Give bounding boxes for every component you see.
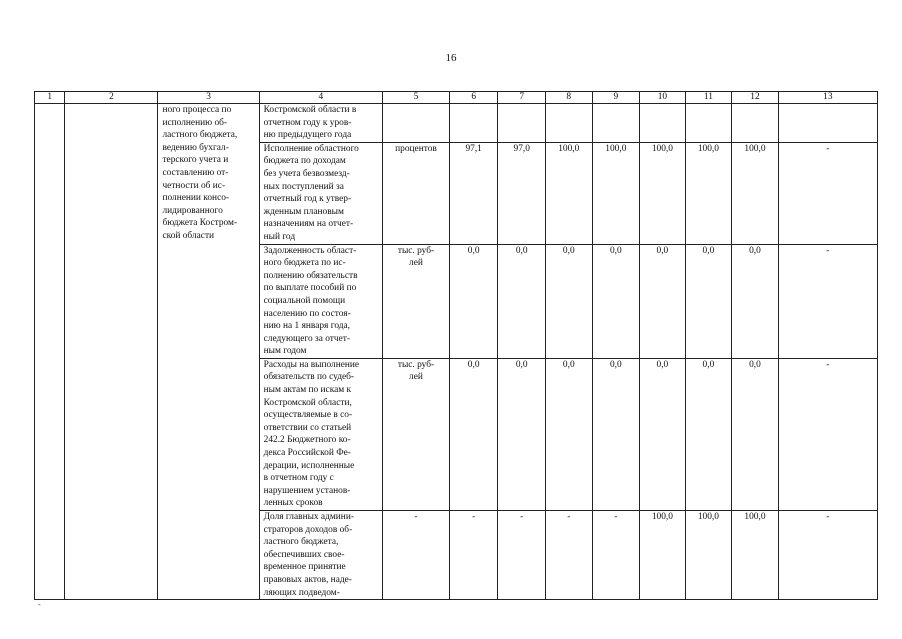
value-cell [732,104,779,143]
value-cell: 0,0 [640,358,686,510]
unit-cell [383,104,450,143]
value-cell: 0,0 [498,244,546,358]
column-header-8: 8 [546,92,593,104]
column-header-2: 2 [65,92,158,104]
value-cell: - [592,511,640,600]
table-body [35,104,878,600]
indicator-cell: Исполнение областного бюджета по доходам без учета безвозмезд- ных поступлений за отчетный год к утвер- жденным плановым назначениям на отчет- ный год [259,142,382,244]
value-cell: 0,0 [685,244,732,358]
column-header-9: 9 [592,92,640,104]
unit-cell: тыс. руб- лей [383,358,450,510]
value-cell: 97,1 [449,142,498,244]
value-cell: 100,0 [592,142,640,244]
value-cell [449,104,498,143]
value-cell: 0,0 [592,358,640,510]
column-header-6: 6 [449,92,498,104]
value-cell: 97,0 [498,142,546,244]
column-header-5: 5 [383,92,450,104]
value-cell [640,104,686,143]
value-cell: - [498,511,546,600]
value-cell: 0,0 [592,244,640,358]
value-cell: 0,0 [546,244,593,358]
header-row [35,92,878,104]
value-cell: 0,0 [640,244,686,358]
note-cell [778,104,877,143]
col1-cell [35,104,65,600]
value-cell: 100,0 [732,511,779,600]
page-number: 16 [445,52,457,64]
column-header-10: 10 [640,92,686,104]
column-header-13: 13 [778,92,877,104]
process-description-cell: ного процесса по исполнению об- ластного бюджета, ведению бухгал- терского учета и составлению от- четности об ис- полнении консо- лидированного бюджета Костром- ской области [158,104,259,600]
unit-cell: тыс. руб- лей [383,244,450,358]
value-cell: 0,0 [449,244,498,358]
note-cell: - [778,511,877,600]
col2-cell [65,104,158,600]
value-cell: - [546,511,593,600]
value-cell [592,104,640,143]
footer-mark: - [38,600,41,609]
note-cell: - [778,244,877,358]
column-header-7: 7 [498,92,546,104]
indicator-cell: Костромской области в отчетном году к уров- ню предыдущего года [259,104,382,143]
value-cell: 0,0 [449,358,498,510]
value-cell: 0,0 [498,358,546,510]
column-header-11: 11 [685,92,732,104]
unit-cell: процентов [383,142,450,244]
indicator-cell: Расходы на выполнение обязательств по судеб- ным актам по искам к Костромской области, осуществляемые в со- ответствии со статьей 242.2 Бюджетного ко- декса Российской Фе- дерации, исполненные в отчетном году с нарушением установ- ленных сроков [259,358,382,510]
note-cell: - [778,358,877,510]
value-cell: 0,0 [732,244,779,358]
column-header-12: 12 [732,92,779,104]
unit-cell: - [383,511,450,600]
indicators-table [34,91,878,600]
value-cell [685,104,732,143]
value-cell: - [449,511,498,600]
column-header-4: 4 [259,92,382,104]
column-header-3: 3 [158,92,259,104]
value-cell: 100,0 [546,142,593,244]
value-cell: 0,0 [546,358,593,510]
table-row [35,104,878,143]
value-cell [546,104,593,143]
column-header-1: 1 [35,92,65,104]
value-cell: 100,0 [732,142,779,244]
value-cell [498,104,546,143]
value-cell: 100,0 [640,142,686,244]
value-cell: 0,0 [685,358,732,510]
note-cell: - [778,142,877,244]
indicator-cell: Доля главных админи- страторов доходов об- ластного бюджета, обеспечивших свое- временное принятие правовых актов, наде- ляющих подведом- [259,511,382,600]
value-cell: 0,0 [732,358,779,510]
value-cell: 100,0 [685,142,732,244]
value-cell: 100,0 [640,511,686,600]
indicator-cell: Задолженность област- ного бюджета по ис- полнению обязательств по выплате пособий по социальной помощи населению по состоя- нию на 1 января года, следующего за отчет- ным годом [259,244,382,358]
value-cell: 100,0 [685,511,732,600]
